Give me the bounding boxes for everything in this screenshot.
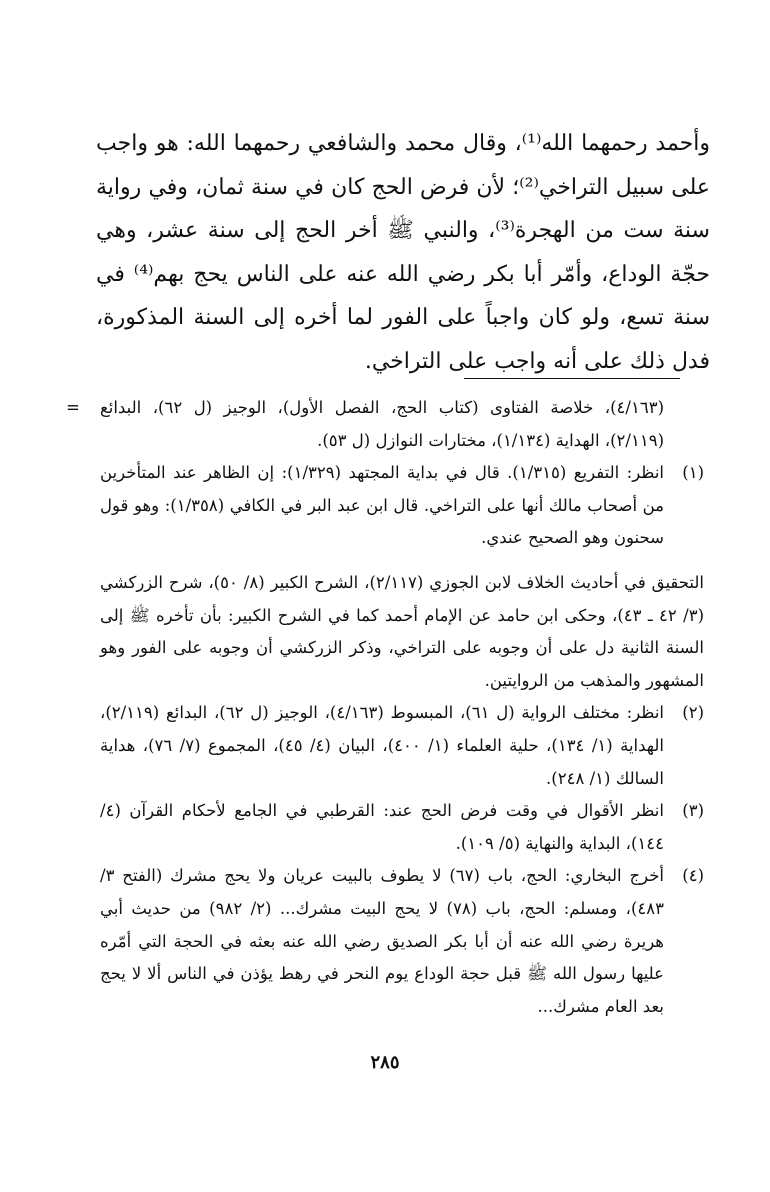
continuation-marker: = <box>66 398 80 417</box>
footnote-marker: (٤) <box>682 866 704 886</box>
main-paragraph: وأحمد رحمهما الله⁽¹⁾، وقال محمد والشافعي رحمهما الله: هو واجب على سبيل التراخي⁽²⁾؛ لأن فرض الحج كان في سنة ثمان، وفي رواية سنة ست من الهجرة⁽³⁾، والنبي ﷺ أخر الحج إلى سنة عشر، وهي حجّة الوداع، وأمّر أبا بكر رضي الله عنه على الناس يحج بهم⁽⁴⁾ في سنة تسع، ولو كان واجباً على الفور لما أخره إلى السنة المذكورة، فدل ذلك على أنه واجب على التراخي. <box>96 131 710 374</box>
footnote-1-continued <box>100 567 704 697</box>
footnote-2 <box>100 697 704 795</box>
footnote-marker: (٢) <box>682 703 704 723</box>
footnote-text: انظر: التفريع (١/٣١٥). قال في بداية المجتهد (١/٣٢٩): إن الظاهر عند المتأخرين من أصحاب مالك أنها على التراخي. قال ابن عبد البر في الكافي (١/٣٥٨): وهو قول سحنون وهو الصحيح عندي. <box>100 463 665 548</box>
footnotes <box>66 392 705 1023</box>
footnote-text: انظر الأقوال في وقت فرض الحج عند: القرطبي في الجامع لأحكام القرآن (٤/ ١٤٤)، البداية والنهاية (٥/ ١٠٩). <box>100 801 664 853</box>
footnote-text: التحقيق في أحاديث الخلاف لابن الجوزي (٢/١١٧)، الشرح الكبير (٨/ ٥٠)، شرح الزركشي (٣/ ٤٢ ـ ٤٣)، وحكى ابن حامد عن الإمام أحمد كما في الشرح الكبير: بأن تأخره ﷺ إلى السنة الثانية دل على أن وجوبه على التراخي، وذكر الزركشي أن وجوبه على الفور وهو المشهور والمذهب من الروايتين. <box>100 572 705 690</box>
footnote-separator <box>464 378 680 379</box>
footnote-marker: (١) <box>682 463 704 483</box>
footnote-4 <box>100 860 704 1023</box>
footnote-text: (٤/١٦٣)، خلاصة الفتاوى (كتاب الحج، الفصل الأول)، الوجيز (ل ٦٢)، البدائع (٢/١١٩)، الهداية (١/١٣٤)، مختارات النوازل (ل ٥٣). <box>100 398 664 450</box>
footnote-3 <box>100 795 704 860</box>
main-text-block <box>96 122 710 383</box>
footnote-text: أخرج البخاري: الحج، باب (٦٧) لا يطوف بالبيت عريان ولا يحج مشرك (الفتح ٣/ ٤٨٣)، ومسلم: الحج، باب (٧٨) لا يحج البيت مشرك... (٢/ ٩٨٢) من حديث أبي هريرة رضي الله عنه أن أبا بكر الصديق رضي الله عنه بعثه في الحجة التي أمّره عليها رسول الله ﷺ قبل حجة الوداع يوم النحر في رهط يؤذن في الناس ألا لا يحج بعد العام مشرك... <box>100 866 665 1016</box>
footnote-marker: (٣) <box>682 801 704 821</box>
page-number: ٢٨٥ <box>370 1052 400 1073</box>
footnote-1 <box>100 457 704 555</box>
footnote-text: انظر: مختلف الرواية (ل ٦١)، المبسوط (٤/١٦٣)، الوجيز (ل ٦٢)، البدائع (٢/١١٩)، الهداية (١/ ١٣٤)، حلية العلماء (١/ ٤٠٠)، البيان (٤/ ٤٥)، المجموع (٧/ ٧٦)، هداية السالك (١/ ٢٤٨). <box>100 703 665 788</box>
footnote-continuation <box>100 392 704 457</box>
